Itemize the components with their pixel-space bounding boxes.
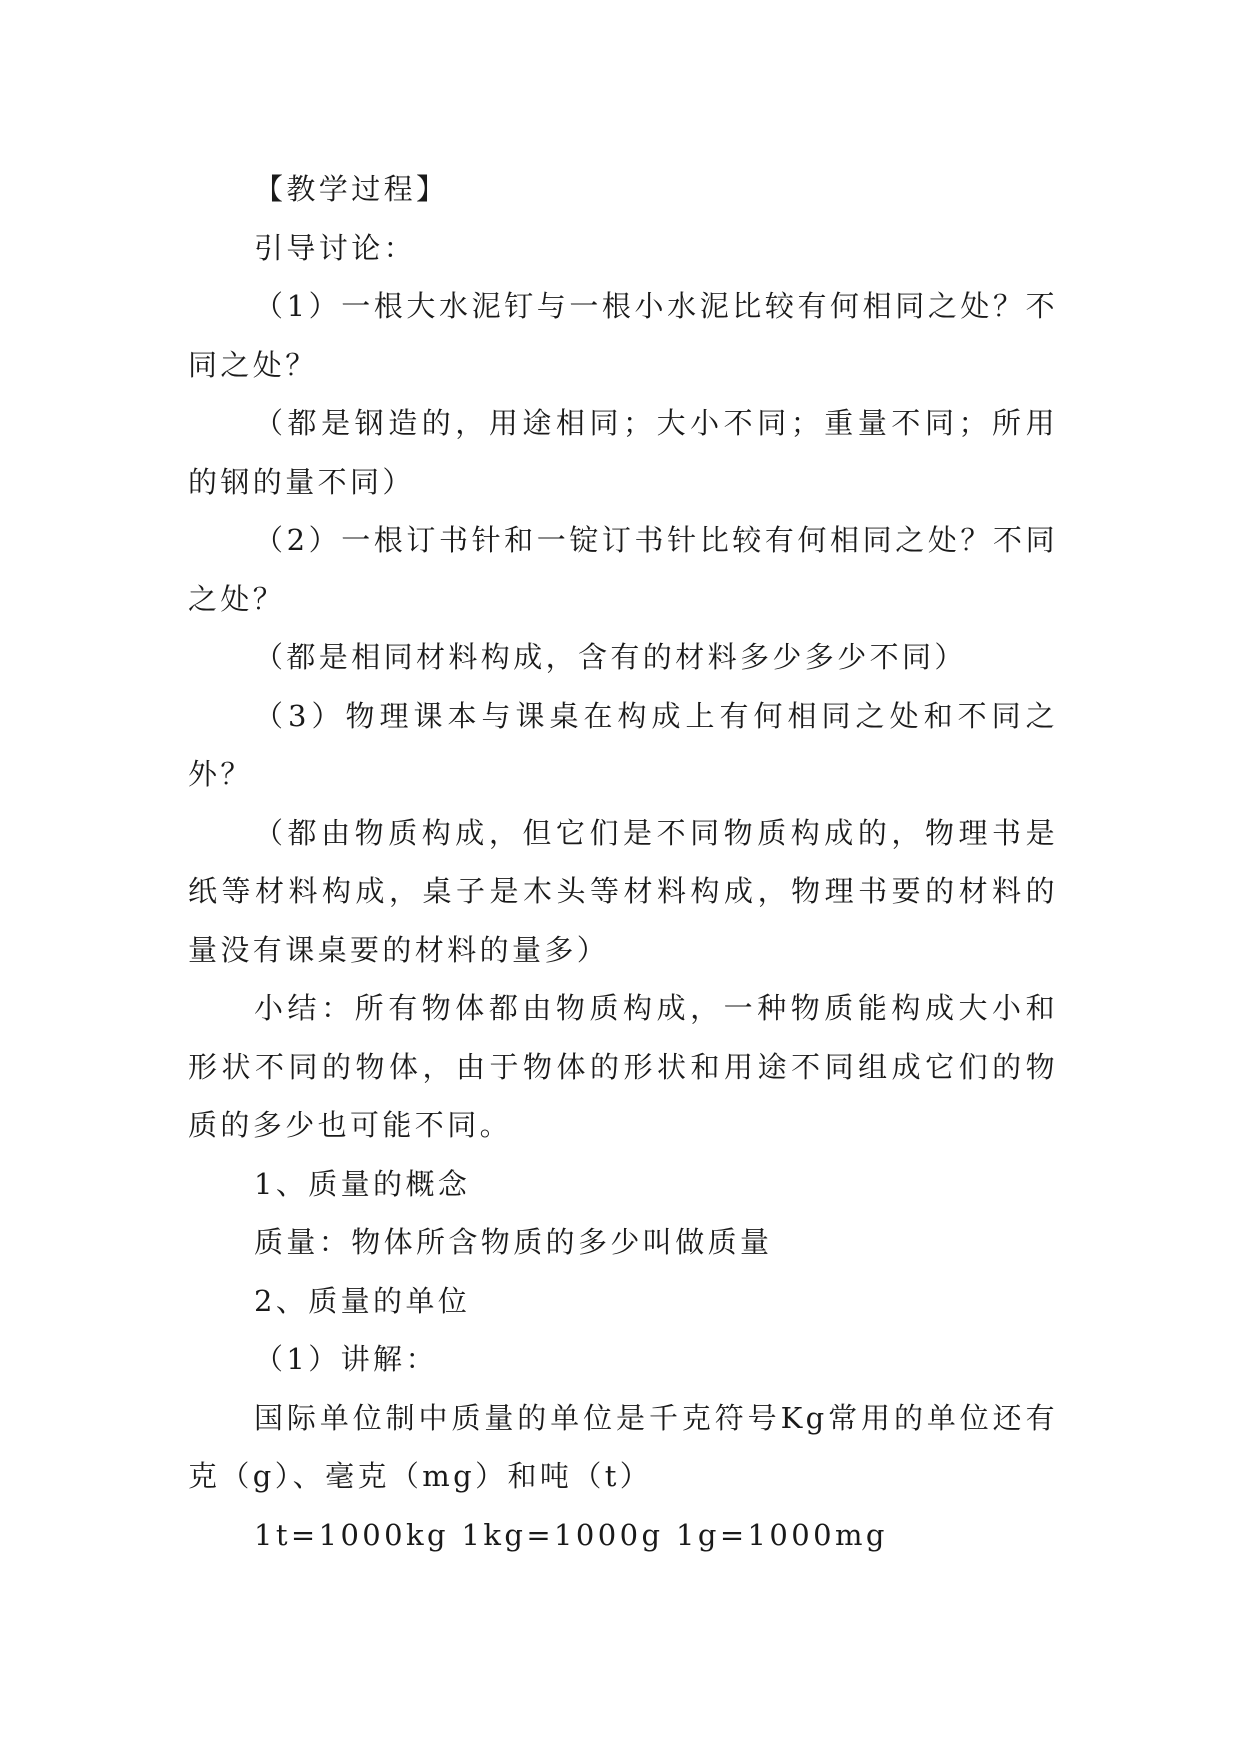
explain-label: （1）讲解： xyxy=(254,1342,438,1376)
question-1: （1）一根大水泥钉与一根小水泥比较有何相同之处？不同之处？ xyxy=(188,289,1058,382)
answer-3: （都由物质构成，但它们是不同物质构成的，物理书是纸等材料构成，桌子是木头等材料构成，物理书要的材料的量没有课桌要的材料的量多） xyxy=(188,815,1058,967)
question-3: （3）物理课本与课桌在构成上有何相同之处和不同之外？ xyxy=(188,698,1058,791)
unit-heading: 2、质量的单位 xyxy=(254,1283,471,1318)
answer-1: （都是钢造的，用途相同；大小不同；重量不同；所用的钢的量不同） xyxy=(188,406,1058,499)
concept-heading: 1、质量的概念 xyxy=(254,1166,471,1201)
summary: 小结：所有物体都由物质构成，一种物质能构成大小和形状不同的物体，由于物体的形状和用途不同组成它们的物质的多少也可能不同。 xyxy=(188,991,1058,1142)
answer-2: （都是相同材料构成，含有的材料多少多少不同） xyxy=(254,640,967,674)
question-2: （2）一根订书针和一锭订书针比较有何相同之处？不同之处？ xyxy=(188,523,1058,616)
discussion-intro: 引导讨论： xyxy=(254,230,417,265)
unit-conversion: 1t=1000kg 1kg=1000g 1g=1000mg xyxy=(254,1517,888,1552)
concept-definition: 质量：物体所含物质的多少叫做质量 xyxy=(254,1225,773,1259)
unit-explanation: 国际单位制中质量的单位是千克符号Kg常用的单位还有克（g）、毫克（mg）和吨（t） xyxy=(188,1400,1058,1493)
section-heading: 【教学过程】 xyxy=(254,172,449,206)
document-page xyxy=(188,160,1058,1564)
